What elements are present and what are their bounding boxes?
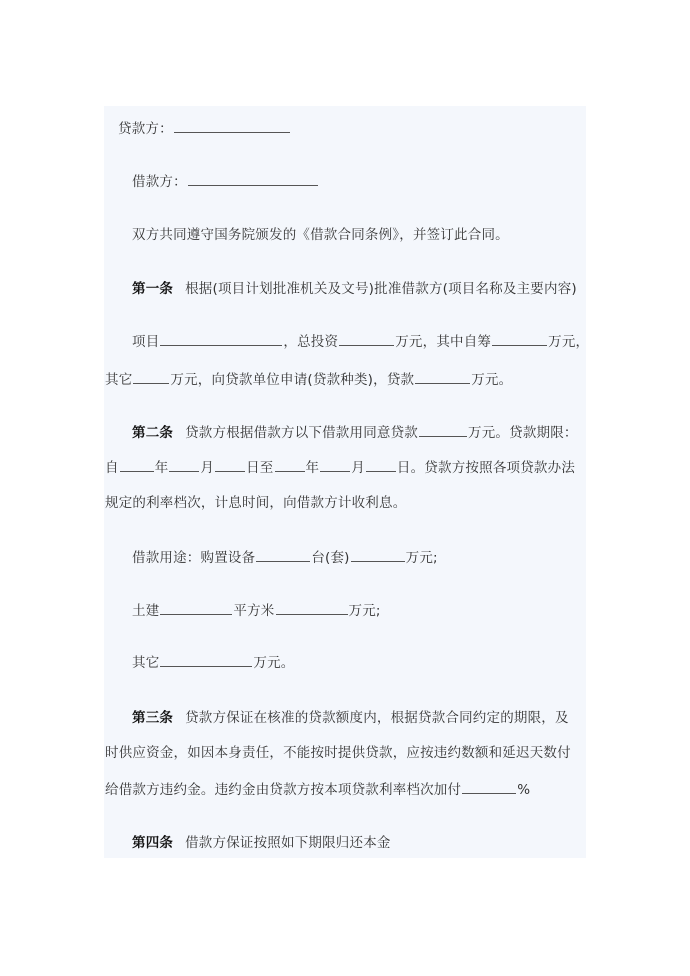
loan-apply-label: 万元，向贷款单位申请(贷款种类)，贷款 (170, 372, 415, 388)
borrower-blank[interactable] (188, 172, 318, 186)
unit-label: 万元。 (253, 655, 295, 671)
self-raised-label: 万元，其中自筹 (395, 334, 492, 350)
other-label: 其它 (105, 372, 133, 388)
equipment-amount-blank[interactable] (351, 548, 405, 562)
loan-term-label: 万元。贷款期限： (468, 425, 578, 441)
usage-line3 (132, 653, 295, 672)
article2-line2 (105, 458, 575, 477)
article1-line3 (105, 370, 512, 389)
total-investment-blank[interactable] (339, 332, 394, 346)
article2-line1 (132, 423, 578, 442)
article4-heading: 第四条 (132, 835, 174, 851)
end-year-blank[interactable] (275, 458, 305, 472)
day-label: 日。贷款方按照各项贷款办法 (396, 460, 576, 476)
article1-line1 (132, 280, 577, 298)
lender-blank[interactable] (174, 119, 290, 133)
start-month-blank[interactable] (169, 458, 199, 472)
article3-heading: 第三条 (132, 710, 174, 726)
day-to-label: 日至 (246, 460, 274, 476)
from-label: 自 (105, 460, 119, 476)
preamble: 双方共同遵守国务院颁发的《借款合同条例》，并签订此合同。 (132, 227, 509, 243)
end-day-blank[interactable] (366, 458, 396, 472)
penalty-text: 给借款方违约金。违约金由贷款方按本项贷款利率档次加付 (105, 782, 462, 798)
equipment-count-blank[interactable] (256, 548, 310, 562)
project-name-blank[interactable] (160, 332, 282, 346)
unit-label: 万元; (405, 550, 438, 566)
article3-text: 贷款方保证在核准的贷款额度内，根据贷款合同约定的期限，及 (185, 710, 569, 726)
other-usage-blank[interactable] (160, 653, 252, 667)
total-investment-label: ，总投资 (283, 334, 339, 350)
article1-text: 根据(项目计划批准机关及文号)批准借款方(项目名称及主要内容) (185, 281, 577, 297)
article3-line1 (132, 709, 569, 727)
end-month-blank[interactable] (320, 458, 350, 472)
lender-label: 贷款方： (118, 121, 173, 137)
article2-text: 贷款方根据借款方以下借款用同意贷款 (185, 425, 419, 441)
sqm-label: 平方米 (233, 603, 275, 619)
start-year-blank[interactable] (120, 458, 154, 472)
other-amount-blank[interactable] (133, 370, 169, 384)
equipment-label: 借款用途：购置设备 (132, 550, 256, 566)
usage-line1 (132, 548, 438, 567)
article2-heading: 第二条 (132, 425, 174, 441)
construction-area-blank[interactable] (160, 601, 232, 615)
year-label: 年 (305, 460, 320, 476)
project-label: 项目 (132, 334, 160, 350)
year-label: 年 (154, 460, 169, 476)
usage-line2 (132, 601, 381, 620)
article4-text: 借款方保证按照如下期限归还本金 (185, 835, 391, 851)
article3-line3 (105, 780, 530, 799)
borrower-line (132, 172, 319, 191)
loan-amount-blank[interactable] (415, 370, 470, 384)
lender-line (118, 119, 291, 138)
other-label: 其它 (132, 655, 160, 671)
article1-heading: 第一条 (132, 281, 174, 297)
construction-amount-blank[interactable] (276, 601, 348, 615)
set-label: 台(套) (311, 550, 350, 566)
article3-line2: 时供应资金，如因本身责任，不能按时提供贷款，应按违约数额和延迟天数付 (105, 745, 571, 761)
construction-label: 土建 (132, 603, 160, 619)
start-day-blank[interactable] (215, 458, 245, 472)
unit-label: 万元。 (471, 372, 513, 388)
month-label: 月 (200, 460, 215, 476)
self-raised-blank[interactable] (492, 332, 547, 346)
contract-panel (104, 106, 590, 858)
article4-line1 (132, 834, 391, 852)
unit-label: 万元， (548, 334, 590, 350)
borrower-label: 借款方： (132, 174, 187, 190)
unit-label: 万元; (348, 603, 381, 619)
article1-line2 (132, 332, 589, 351)
article2-line3: 规定的利率档次，计息时间，向借款方计收利息。 (105, 495, 407, 511)
percent-label: % (517, 782, 531, 798)
month-label: 月 (351, 460, 365, 476)
agreed-loan-blank[interactable] (419, 423, 467, 437)
penalty-rate-blank[interactable] (462, 780, 516, 794)
